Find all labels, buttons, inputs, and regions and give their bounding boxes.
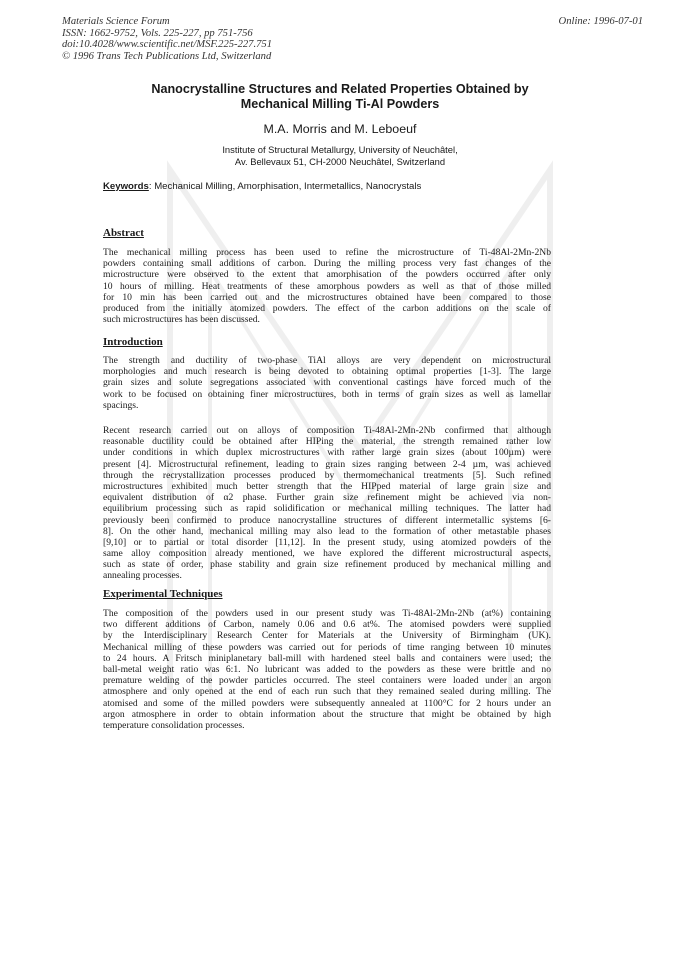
issn-line: ISSN: 1662-9752, Vols. 225-227, pp 751-756	[62, 27, 253, 39]
text-line: ball-metal weight ratio was 6:1. No lubricant was added to the powders as these were brittle and no	[103, 663, 551, 675]
text-line: temperature consolidation processes.	[103, 719, 245, 731]
text-line: The composition of the powders used in our present study was Ti-48Al-2Mn-2Nb (at%) containing	[103, 608, 551, 619]
text-line: premature welding of the powder particles occurred. The steel containers were loaded under an argon	[103, 675, 551, 687]
text-line: spacings.	[103, 399, 139, 411]
text-line: reasonable ductility could be obtained after HIPing the material, the strength remained rather low	[103, 436, 551, 448]
affiliation	[90, 144, 590, 168]
abstract-body	[103, 247, 551, 325]
text-line: atomised and some of the milled powders were subsequently annealed at 1100°C for 2 hours under an	[103, 697, 551, 709]
text-line: The mechanical milling process has been used to refine the microstructure of Ti-48Al-2Mn-2Nb	[103, 247, 551, 258]
text-line: equilibrium processing such as rapid solidification or mechanical milling techniques. The latter had	[103, 503, 551, 515]
abstract-heading: Abstract	[103, 227, 144, 239]
keywords-text: : Mechanical Milling, Amorphisation, Intermetallics, Nanocrystals	[148, 181, 422, 192]
text-line: atmosphere and only opened at the end of each run such that they remained sealed during milling. The	[103, 686, 551, 698]
text-line: [9,10] or to partial or total disorder [11,12]. In the present study, using atomized powders of the	[103, 536, 551, 548]
text-line: The strength and ductility of two-phase TiAl alloys are very dependent on microstructural	[103, 355, 551, 366]
journal-meta	[62, 16, 272, 62]
experimental-heading: Experimental Techniques	[103, 588, 223, 600]
introduction-para-1	[103, 355, 551, 411]
title-line-2: Mechanical Milling Ti-Al Powders	[240, 97, 440, 111]
doi-line[interactable]: doi:10.4028/www.scientific.net/MSF.225-227.751	[62, 39, 272, 51]
copyright-line: © 1996 Trans Tech Publications Ltd, Switzerland	[62, 50, 272, 62]
text-line: powders containing small additions of carbon. During the milling process very fast changes of the	[103, 258, 551, 270]
text-line: morphologies and much research is being devoted to obtaining optimal properties [1-3]. The large	[103, 366, 551, 378]
text-line: microstructure were observed to the extent that amorphisation of the powders occurred after only	[103, 269, 551, 281]
text-line: present [4]. Microstructural refinement, leading to grain sizes ranging between 2-4 µm, was achieved	[103, 458, 551, 470]
text-line: annealing processes.	[103, 570, 182, 582]
text-line: by the Interdisciplinary Research Center for Materials at the University of Birmingham (UK).	[103, 630, 551, 642]
introduction-heading: Introduction	[103, 336, 163, 348]
text-line: through the recrystallization processes produced by thermomechanical treatments [5]. Such refined	[103, 469, 551, 481]
text-line: to 24 hours. A Fritsch miniplanetary ball-mill with hardened steel balls and containers were used; the	[103, 652, 551, 664]
introduction-para-2	[103, 425, 551, 582]
keywords-label: Keywords	[103, 181, 149, 192]
text-line: 8]. On the other hand, mechanical milling may also lead to the formation of other metastable phases	[103, 525, 551, 537]
affiliation-line-1: Institute of Structural Metallurgy, University of Neuchâtel,	[222, 144, 458, 155]
text-line: such microstructures has been discussed.	[103, 314, 260, 326]
text-line: equivalent distribution of α2 phase. Further grain size refinement might be achieved via non-	[103, 492, 551, 504]
text-line: grain sizes and solute segregations associated with conventional castings have forced much of the	[103, 377, 551, 389]
experimental-body	[103, 608, 551, 731]
text-line: argon atmosphere in order to obtain information about the structure that might be obtained by high	[103, 708, 551, 720]
text-line: produced from the initially atomized powders. The effect of the carbon additions on the scale of	[103, 302, 551, 314]
text-line: work to be focused on obtaining finer microstructures, both in terms of grain sizes as well as lamellar	[103, 388, 551, 400]
text-line: 10 hours of milling. Heat treatments of these amorphous powders as well as that of those milled	[103, 280, 551, 292]
text-line: Mechanical milling of these powders was carried out for periods of time ranging between 10 minutes	[103, 641, 551, 653]
online-date: Online: 1996-07-01	[558, 16, 643, 27]
title-line-1: Nanocrystalline Structures and Related Properties Obtained by	[151, 82, 529, 96]
journal-name: Materials Science Forum	[62, 16, 170, 27]
text-line: same alloy composition already mentioned, we have explored the different microstructural aspects,	[103, 548, 551, 560]
text-line: Recent research carried out on alloys of composition Ti-48Al-2Mn-2Nb confirmed that although	[103, 425, 551, 436]
paper-title	[90, 82, 590, 112]
text-line: such as state of order, phase stability and grain size refinement produced by mechanical milling and	[103, 559, 551, 571]
text-line: under conditions in which duplex microstructures with rather large grain sizes (about 100µm) were	[103, 447, 551, 459]
affiliation-line-2: Av. Bellevaux 51, CH-2000 Neuchâtel, Switzerland	[234, 156, 446, 167]
keywords	[103, 181, 421, 192]
text-line: for 10 min has been carried out and the microstructures obtained have been compared to those	[103, 291, 551, 303]
text-line: previously been confirmed to produce nanocrystalline structures of different intermetallic systems [6-	[103, 514, 551, 526]
text-line: microstructures exhibited much better strength that the HIPped material of large grain size and	[103, 480, 551, 492]
text-line: two different additions of Carbon, namely 0.06 and 0.6 at%. The atomised powders were supplied	[103, 619, 551, 631]
authors: M.A. Morris and M. Leboeuf	[263, 122, 417, 136]
